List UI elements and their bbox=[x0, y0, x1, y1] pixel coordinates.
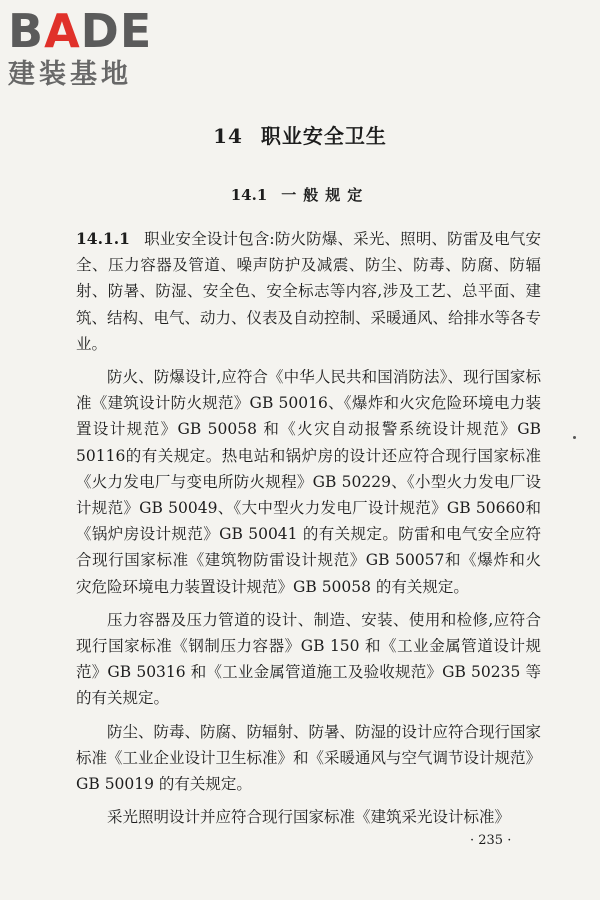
page-number: · 235 · bbox=[470, 833, 512, 848]
scan-speck bbox=[573, 436, 576, 439]
section-number: 14.1 bbox=[230, 186, 268, 204]
chapter-title bbox=[0, 120, 600, 149]
chapter-number: 14 bbox=[213, 124, 243, 148]
section-title-text: 一般规定 bbox=[281, 186, 370, 204]
bade-logo bbox=[8, 6, 188, 92]
paragraph-dust-protection: 防尘、防毒、防腐、防辐射、防暑、防湿的设计应符合现行国家标准《工业企业设计卫生标准》和《采暖通风与空气调节设计规范》GB 50019 的有关规定。 bbox=[76, 722, 542, 794]
chapter-title-text: 职业安全卫生 bbox=[260, 124, 387, 148]
clause-text: 职业安全设计包含:防火防爆、采光、照明、防雷及电气安全、压力容器及管道、噪声防护及减震、防尘、防毒、防腐、防辐射、防暑、防湿、安全色、安全标志等内容,涉及工艺、总平面、建筑、结构、电气、动力、仪表及自动控制、采暖通风、给排水等各专业。 bbox=[76, 230, 542, 353]
body-text bbox=[76, 226, 541, 837]
paragraph-pressure-vessels: 压力容器及压力管道的设计、制造、安装、使用和检修,应符合现行国家标准《钢制压力容器》GB 150 和《工业金属管道设计规范》GB 50316 和《工业金属管道施工及验收规范》GB 50235 等的有关规定。 bbox=[76, 610, 541, 708]
logo-wordmark: BADE bbox=[8, 4, 153, 58]
section-title bbox=[0, 184, 600, 205]
logo-subtitle: 建装基地 bbox=[8, 59, 132, 90]
paragraph-lighting: 采光照明设计并应符合现行国家标准《建筑采光设计标准》 bbox=[107, 808, 511, 827]
paragraph-fire-safety: 防火、防爆设计,应符合《中华人民共和国消防法》、现行国家标准《建筑设计防火规范》GB 50016、《爆炸和火灾危险环境电力装置设计规范》GB 50058 和《火灾自动报警系统设计规范》GB 50116的有关规定。热电站和锅炉房的设计还应符合现行国家标准《火力发电厂与变电所防火规程》GB 50229、《小型火力发电厂设计规范》GB 50049、《大中型火力发电厂设计规范》GB 50660和《锅炉房设计规范》GB 50041 的有关规定。防雷和电气安全应符合现行国家标准《建筑物防雷设计规范》GB 50057和《爆炸和火灾危险环境电力装置设计规范》GB 50058 的有关规定。 bbox=[76, 368, 541, 596]
clause-number: 14.1.1 bbox=[76, 229, 130, 248]
clause-paragraph bbox=[76, 226, 541, 357]
